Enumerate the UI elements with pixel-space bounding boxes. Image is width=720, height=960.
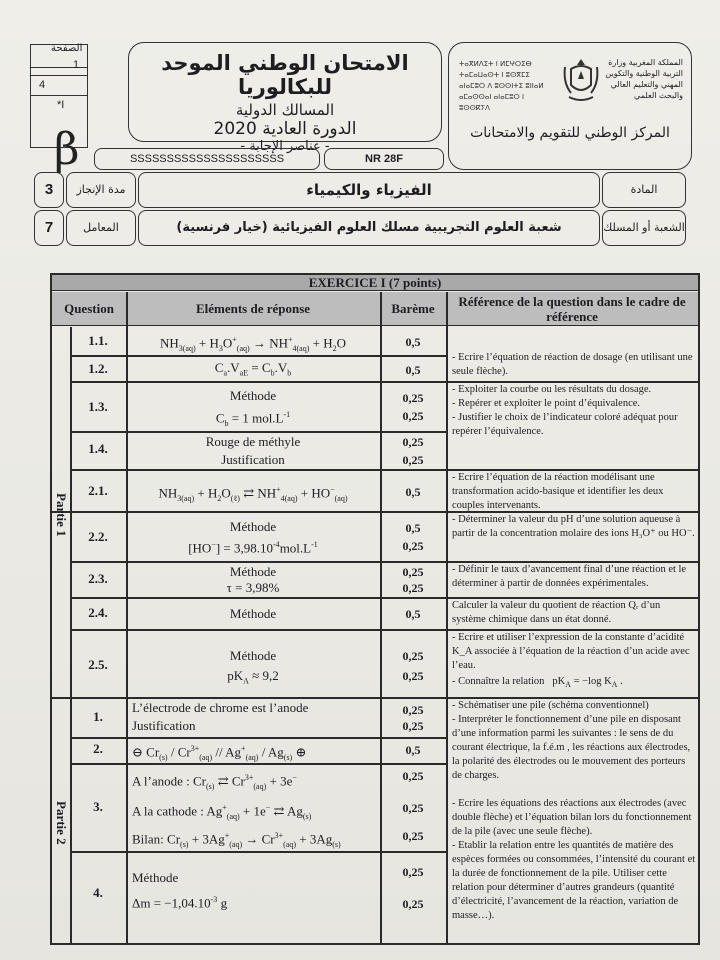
bareme-1-3a: 0,25 — [402, 391, 424, 405]
q-2-2: 2.2. — [88, 529, 108, 544]
bareme-2-3a: 0,25 — [402, 565, 424, 579]
ministry-box — [448, 42, 692, 170]
q-1-3: 1.3. — [88, 399, 108, 414]
exam-header — [28, 38, 692, 174]
q-2-3: 2.3. — [88, 571, 108, 586]
exam-subtitle: - عناصر الإجابة - — [240, 139, 330, 154]
subject-row — [34, 172, 686, 210]
exam-track: المسالك الدولية — [235, 101, 335, 119]
bareme-p2-1b: 0,25 — [402, 719, 424, 733]
q-2-5: 2.5. — [88, 657, 108, 672]
ref-14: - Etablir la relation entre les quantités de matière des espèces formées ou consommées, l’intensité du courant et la durée de fonctionnement de la pile. Utiliser cette relation pour déterminer d’autres grandeurs (quantité d’électricité, l’avancement de la réaction, variation de masse…). — [452, 840, 696, 921]
answer-2-2-method: Méthode — [229, 519, 277, 534]
answer-p2-3-cathode: A la cathode : $Ag^+_{(aq)} + 1e^-$ ⇄ $Ag_{(s)}$ — [132, 803, 312, 821]
ref-9: - Ecrire et utiliser l’expression de la constante d’acidité K_A associée à l’équation de la réaction d’un acide avec l’eau. — [452, 632, 690, 671]
ref-5: - Ecrire l’équation de la réaction modélisant une transformation acido-basique et identifier les deux couples intervenants. — [452, 472, 664, 511]
page-mark: *I — [57, 99, 65, 111]
exam-code: SSSSSSSSSSSSSSSSSSSSS — [94, 148, 320, 170]
answer-1-1: $NH_{3(aq)} + H_3O^+_{(aq)} \to NH^+_{4(aq)} + H_2O$ — [159, 335, 346, 353]
answer-2-4: Méthode — [229, 606, 277, 621]
answer-2-3-method: Méthode — [229, 564, 277, 579]
duration-value: 3 — [34, 172, 64, 208]
version-symbol: β — [54, 124, 80, 175]
answer-p2-4-value: $\Delta m = -1,04.10^{-3}$ g — [132, 895, 228, 911]
page-total: 4 — [39, 79, 46, 91]
ref-11: - Schématiser une pile (schéma conventionnel) — [452, 700, 649, 711]
branch-row — [34, 210, 686, 248]
evaluation-center: المركز الوطني للتقويم والامتحانات — [470, 125, 670, 141]
bareme-p2-3a: 0,25 — [402, 769, 424, 783]
bareme-2-1: 0,5 — [405, 485, 421, 499]
ref-8: Calculer la valeur du quotient de réaction Qᵣ d’un système chimique dans un état donné. — [452, 600, 661, 625]
answer-1-4-indicator: Rouge de méthyle — [205, 434, 301, 449]
bareme-1-1: 0,5 — [405, 335, 421, 349]
branch-label: الشعبة أو المسلك — [602, 210, 686, 246]
exam-number: NR 28F — [324, 148, 444, 170]
subject-label: المادة — [602, 172, 686, 208]
answer-p2-4-method: Méthode — [132, 870, 179, 885]
ref-10-text: - Connaître la relation — [452, 676, 545, 687]
ref-7: - Définir le taux d’avancement final d’une réaction et le déterminer à partir de données expérimentales. — [452, 564, 687, 589]
branch-name: شعبة العلوم التجريبية مسلك العلوم الفيزيائية (خيار فرنسية) — [138, 210, 600, 246]
answer-p2-1-anode: L’électrode de chrome est l’anode — [132, 700, 309, 715]
q-p2-3: 3. — [93, 799, 103, 814]
answer-1-3-method: Méthode — [229, 388, 277, 403]
answer-2-3-value: τ = 3,98% — [226, 580, 280, 595]
tifinagh-text: ⵜⴰⴳⵍⴷⵉⵜ ⵏ ⵍⵎⵖⵔⵉⴱ ⵜⴰⵎⴰⵡⴰⵙⵜ ⵏ ⵓⵙⴳⵎⵉ ⴰⵏⴰⵎⵓⵔ ⴷ ⵓⵙⵙⵏⵜⵉ ⵓⵏⵏⴰⵍ ⴰⵎⴰⵙⵙⴰⵏ ⴰⵏⴰⵎⵓⵔ ⵏ ⵓⵙⵙⴽⵢⴷ — [459, 60, 544, 112]
answer-2-5-value: $pK_A \approx 9,2$ — [227, 668, 279, 686]
bareme-2-2b: 0,25 — [402, 539, 424, 553]
ref-12: - Interpréter le fonctionnement d’une pile en disposant d’une information parmi les suivantes : le sens de du courant électrique, la f.é.m , les réactions aux électrodes, la polarité des électrodes ou le mouvement des porteurs de charges. — [452, 714, 691, 781]
bareme-p2-2: 0,5 — [405, 743, 421, 757]
q-p2-4: 4. — [93, 885, 103, 900]
bareme-2-3b: 0,25 — [402, 581, 424, 595]
answer-p2-3-bilan: Bilan: $Cr_{(s)} + 3Ag^+_{(aq)} \to Cr^{3+}_{(aq)} + 3Ag_{(s)}$ — [132, 831, 341, 849]
page-label: الصفحة — [51, 43, 83, 54]
answer-1-2: $C_a.V_{aE} = C_b.V_b$ — [214, 360, 292, 378]
col-elements: Eléments de réponse — [126, 292, 380, 326]
bareme-2-5a: 0,25 — [402, 649, 424, 663]
q-1-1: 1.1. — [88, 333, 108, 348]
bareme-1-4b: 0,25 — [402, 453, 424, 467]
partie-2-label: Partie 2 — [54, 801, 69, 845]
bareme-p2-3c: 0,25 — [402, 829, 424, 843]
q-p2-1: 1. — [93, 709, 103, 724]
exam-title-box — [128, 42, 442, 154]
ref-10: - Connaître la relation $pK_A = -\log$ $K_A$ . — [452, 676, 623, 690]
ref-1: - Ecrire l’équation de réaction de dosage (en utilisant une seule flèche). — [452, 352, 693, 377]
bareme-2-2a: 0,5 — [405, 521, 421, 535]
coef-value: 7 — [34, 210, 64, 246]
answer-2-1: $NH_{3(aq)} + H_2O_{(\ell)}$ ⇄ $NH^+_{4(aq)} + HO^-_{(aq)}$ — [158, 485, 348, 503]
answer-2-2-value: $[HO^-] = 3,98.10^{-4}mol.L^{-1}$ — [188, 540, 318, 556]
duration-label: مدة الإنجاز — [66, 172, 136, 208]
ref-13: - Ecrire les équations des réactions aux électrodes (avec double flèche) et l’équation bilan lors du fonctionnement de la pile (avec une seule flèche). — [452, 798, 692, 837]
ref-4: - Justifier le choix de l’indicateur coloré adéquat pour repérer l’équivalence. — [452, 412, 678, 437]
bareme-p2-4b: 0,25 — [402, 897, 424, 911]
answer-p2-1-justif: Justification — [132, 718, 196, 733]
page-current: 1 — [73, 59, 80, 71]
bareme-2-4: 0,5 — [405, 607, 421, 621]
q-2-4: 2.4. — [88, 605, 108, 620]
q-1-4: 1.4. — [88, 441, 108, 456]
answer-p2-2: ⊖ $Cr_{(s)} / Cr^{3+}_{(aq)} // Ag^+_{(aq)} / Ag_{(s)}$ ⊕ — [132, 744, 307, 762]
q-1-2: 1.2. — [88, 361, 108, 376]
col-reference: Référence de la question dans le cadre de référence — [446, 292, 698, 326]
exam-title: الامتحان الوطني الموحد للبكالوريا — [161, 51, 409, 99]
ref-6: - Déterminer la valeur du pH d’une solution aqueuse à partir de la concentration molaire des ions H₃O⁺ ou HO⁻. — [452, 514, 695, 539]
q-p2-2: 2. — [93, 741, 103, 756]
answer-table — [50, 273, 700, 945]
ref-2: - Exploiter la courbe ou les résultats du dosage. — [452, 384, 652, 395]
col-bareme: Barème — [380, 292, 446, 326]
coef-label: المعامل — [66, 210, 136, 246]
answer-p2-3-anode: A l’anode : $Cr_{(s)}$ ⇄ $Cr^{3+}_{(aq)} + 3e^-$ — [132, 773, 297, 791]
bareme-2-5b: 0,25 — [402, 669, 424, 683]
answer-2-5-method: Méthode — [229, 648, 277, 663]
bareme-p2-1a: 0,25 — [402, 703, 424, 717]
exam-session: الدورة العادية 2020 — [213, 119, 357, 139]
coat-of-arms-icon — [561, 55, 601, 105]
bareme-1-3b: 0,25 — [402, 409, 424, 423]
bareme-p2-4a: 0,25 — [402, 865, 424, 879]
answer-1-3-value: $C_b = 1$ $mol.L^{-1}$ — [215, 410, 291, 428]
bareme-p2-3b: 0,25 — [402, 801, 424, 815]
answer-1-4-justif: Justification — [221, 452, 285, 467]
partie-1-label: Partie 1 — [54, 493, 69, 537]
ref-3: - Repérer et exploiter le point d’équivalence. — [452, 398, 641, 409]
exercise-title: EXERCICE I (7 points) — [52, 275, 698, 291]
bareme-1-2: 0,5 — [405, 363, 421, 377]
q-2-1: 2.1. — [88, 483, 108, 498]
col-question: Question — [52, 292, 126, 326]
ministry-name: المملكة المغربية وزارة التربية الوطنية والتكوين المهني والتعليم العالي والبحث العلمي — [605, 58, 683, 100]
subject-name: الفيزياء والكيمياء — [138, 172, 600, 208]
bareme-1-4a: 0,25 — [402, 435, 424, 449]
